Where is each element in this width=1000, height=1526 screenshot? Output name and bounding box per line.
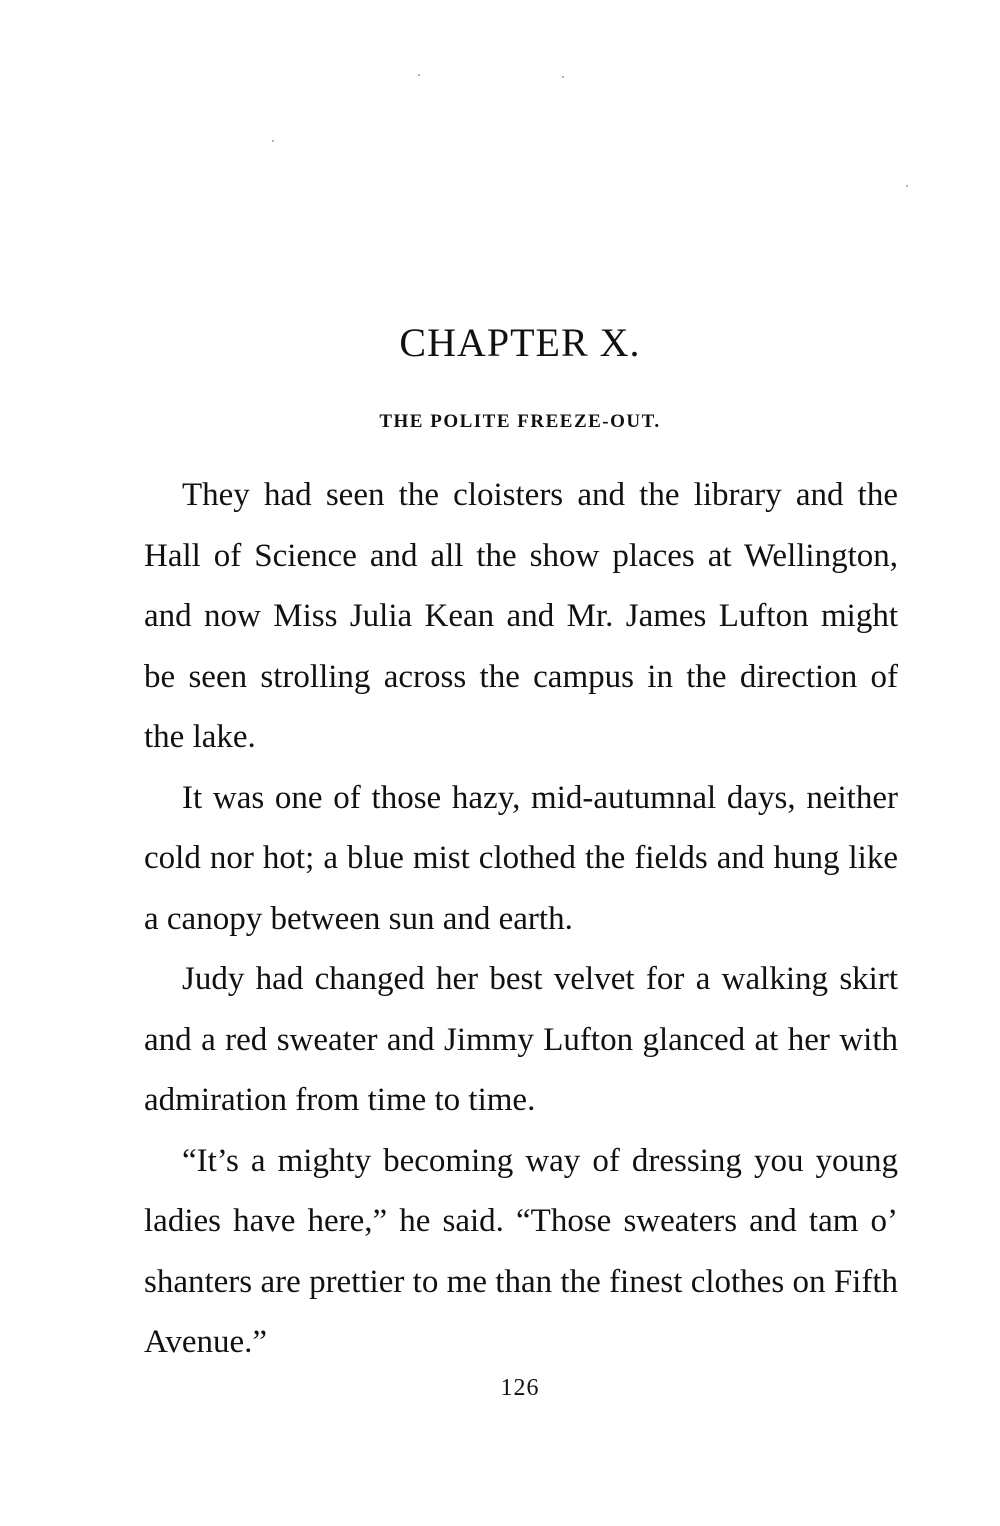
chapter-subtitle: THE POLITE FREEZE-OUT.: [379, 411, 661, 432]
scan-speck: [272, 140, 274, 142]
page-number: 126: [500, 1375, 540, 1401]
chapter-body: [144, 465, 898, 1373]
paragraph: It was one of those hazy, mid-autumnal days, neither cold nor hot; a blue mist clothed the fields and hung like a canopy between sun and earth.: [144, 779, 898, 937]
paragraph: “It’s a mighty becoming way of dressing you young ladies have here,” he said. “Those sweaters and tam o’ shanters are prettier to me than the finest clothes on Fifth Avenue.”: [144, 1142, 898, 1360]
chapter-title: CHAPTER X.: [399, 320, 641, 365]
scan-speck: [418, 74, 420, 76]
scan-speck: [562, 76, 564, 78]
paragraph: They had seen the cloisters and the library and the Hall of Science and all the show places at Wellington, and now Miss Julia Kean and Mr. James Lufton might be seen strolling across the campus in the direction of the lake.: [144, 477, 898, 755]
scan-speck: [906, 185, 908, 187]
paragraph: Judy had changed her best velvet for a walking skirt and a red sweater and Jimmy Lufton glanced at her with admiration from time to time.: [144, 961, 898, 1118]
